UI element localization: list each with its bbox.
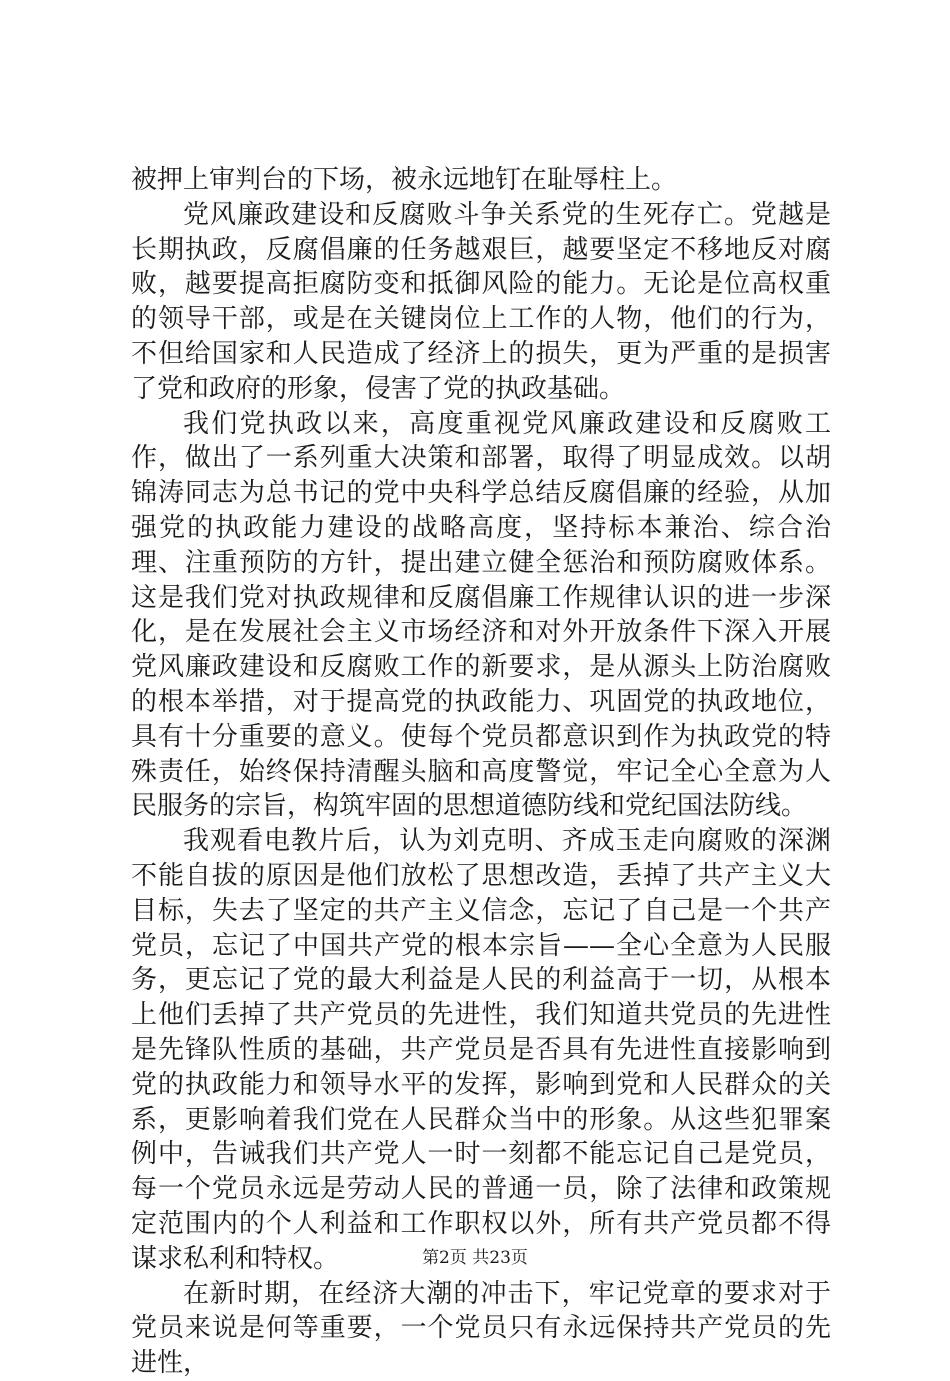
page-footer: 第2页 共23页 (422, 1248, 528, 1268)
paragraph-4: 我观看电教片后，认为刘克明、齐成玉走向腐败的深渊不能自拔的原因是他们放松了思想改造，丢掉了共产主义大目标，失去了坚定的共产主义信念，忘记了自己是一个共产党员，忘记了中国共产党的根本宗旨——全心全意为人民服务，更忘记了党的最大利益是人民的利益高于一切，从根本上他们丢掉了共产党员的先进性，我们知道共党员的先进性是先锋队性质的基础，共产党员是否具有先进性直接影响到党的执政能力和领导水平的发挥，影响到党和人民群众的关系，更影响着我们党在人民群众当中的形象。从这些犯罪案例中，告诫我们共产党人一时一刻都不能忘记自己是党员，每一个党员永远是劳动人民的普通一员，除了法律和政策规定范围内的个人利益和工作职权以外，所有共产党员都不得谋求私利和特权。 (131, 826, 831, 1274)
paragraph-1: 被押上审判台的下场，被永远地钉在耻辱柱上。 (131, 165, 678, 195)
paragraph-3: 我们党执政以来，高度重视党风廉政建设和反腐败工作，做出了一系列重大决策和部署，取得了明显成效。以胡锦涛同志为总书记的党中央科学总结反腐倡廉的经验，从加强党的执政能力建设的战略高度，坚持标本兼治、综合治理、注重预防的方针，提出建立健全惩治和预防腐败体系。这是我们党对执政规律和反腐倡廉工作规律认识的进一步深化，是在发展社会主义市场经济和对外开放条件下深入开展党风廉政建设和反腐败工作的新要求，是从源头上防治腐败的根本举措，对于提高党的执政能力、巩固党的执政地位，具有十分重要的意义。使每个党员都意识到作为执政党的特殊责任，始终保持清醒头脑和高度警觉，牢记全心全意为人民服务的宗旨，构筑牢固的思想道德防线和党纪国法防线。 (131, 408, 831, 822)
paragraph-5: 在新时期，在经济大潮的冲击下，牢记党章的要求对于党员来说是何等重要，一个党员只有永远保持共产党员的先进性， (131, 1278, 831, 1379)
paragraph-2: 党风廉政建设和反腐败斗争关系党的生死存亡。党越是长期执政，反腐倡廉的任务越艰巨，越要坚定不移地反对腐败，越要提高拒腐防变和抵御风险的能力。无论是位高权重的领导干部，或是在关键岗位上工作的人物，他们的行为，不但给国家和人民造成了经济上的损失，更为严重的是损害了党和政府的形象，侵害了党的执政基础。 (131, 199, 831, 404)
document-body (131, 163, 831, 1381)
